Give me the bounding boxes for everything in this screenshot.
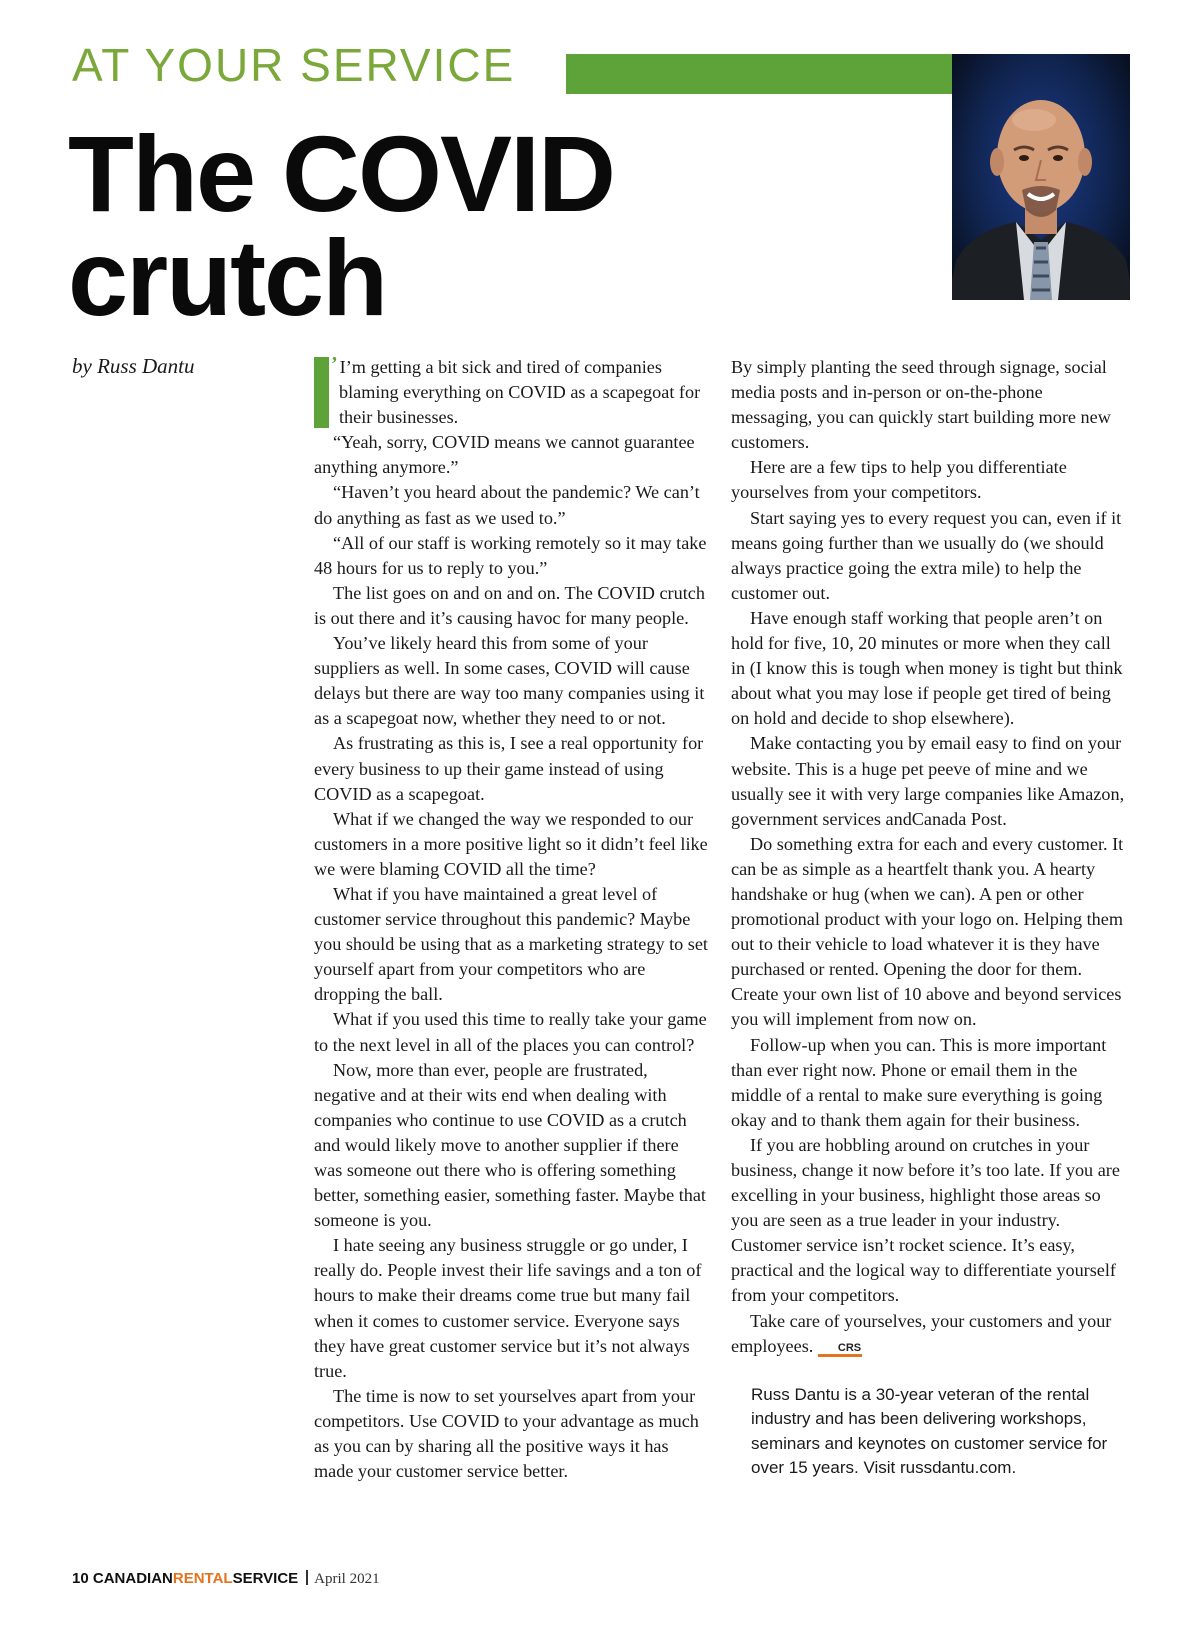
headline-line-2: crutch [68,217,387,338]
article-column-2 [731,355,1128,1481]
magazine-name-part-2: RENTAL [172,1570,233,1587]
author-bio: Russ Dantu is a 30-year veteran of the rental industry and has been delivering workshops, seminars and keynotes on customer service for over 15 years. Visit russdantu.com. [751,1384,1108,1478]
dropcap-bar [314,357,329,428]
lead-text: I’m getting a bit sick and tired of companies blaming everything on COVID as a scapegoat for their businesses. [339,357,701,428]
article-paragraph: Now, more than ever, people are frustrated, negative and at their wits end when dealing with companies who continue to use COVID as a crutch and would likely move to another supplier if there was someone out there who is offering something better, something easier, something faster. Maybe that someone is you. [314,1059,706,1231]
article-paragraph: Make contacting you by email easy to find on your website. This is a huge pet peeve of mine and we usually see it with very large companies like Amazon, government services andCanada Post. [731,733,1125,829]
article-paragraph: “All of our staff is working remotely so it may take 48 hours for us to reply to you.” [314,532,707,578]
dropcap-accent: ’ [331,353,338,375]
article-paragraph: I hate seeing any business struggle or go under, I really do. People invest their life savings and a ton of hours to make their dreams come true but many fail when it comes to customer service. Everyone says they have great customer service but it’s not always true. [314,1235,702,1381]
article-paragraph: Have enough staff working that people aren’t on hold for five, 10, 20 minutes or more when they call in (I know this is tough when money is tight but think about what you may lose if people get tired of being on hold and decide to shop elsewhere). [731,607,1123,729]
article-headline [68,113,615,338]
section-accent-bar [566,54,952,94]
issue-date: April 2021 [314,1571,380,1587]
article-paragraph: Here are a few tips to help you differentiate yourselves from your competitors. [731,457,1067,503]
magazine-name-part-3: SERVICE [232,1570,299,1587]
article-paragraph: What if you used this time to really take your game to the next level in all of the places you can control? [314,1009,707,1055]
article-paragraph: The time is now to set yourselves apart from your competitors. Use COVID to your advantage as much as you can by sharing all the positive ways it has made your customer service better. [314,1385,699,1482]
article-paragraph: Do something extra for each and every customer. It can be as simple as a heartfelt thank you. A hearty handshake or hug (when we can). A pen or other promotional product with your logo on. Helping them out to their vehicle to load whatever it is they have purchased or rented. Opening the door for them. Create your own list of 10 above and beyond services you will implement from now on. [731,833,1124,1030]
page-number: 10 [72,1570,89,1587]
magazine-name-part-1: CANADIAN [92,1570,173,1587]
section-kicker: AT YOUR SERVICE [72,39,516,91]
footer-divider [306,1570,308,1585]
final-text: Take care of yourselves, your customers and your employees. [731,1310,1112,1356]
article-paragraph: What if we changed the way we responded to our customers in a more positive light so it didn’t feel like we were blaming COVID all the time? [314,808,708,879]
article-paragraph-lead [314,355,710,430]
article-paragraph: Start saying yes to every request you can, even if it means going further than we usually do (we should always practice going the extra mile) to help the customer out. [731,507,1122,603]
article-paragraph: Follow-up when you can. This is more important than ever right now. Phone or email them in the middle of a rental to make sure everything is going okay and to thank them again for their business. [731,1034,1107,1130]
article-paragraph: If you are hobbling around on crutches in your business, change it now before it’s too late. If you are excelling in your business, highlight those areas so you are seen as a true leader in your industry. Customer service isn’t rocket science. It’s easy, practical and the logical way to differentiate yourself from your competitors. [731,1134,1120,1306]
end-mark-logo: CRS [818,1342,862,1357]
author-photo [952,54,1130,300]
byline: by Russ Dantu [72,354,195,378]
headline-line-1: The COVID [68,113,615,234]
article-paragraph: What if you have maintained a great level of customer service throughout this pandemic? Maybe you should be using that as a marketing strategy to set yourself apart from your competitors who are dropping the ball. [314,883,708,1005]
article-paragraph: The list goes on and on and on. The COVID crutch is out there and it’s causing havoc for many people. [314,582,705,628]
article-paragraph: As frustrating as this is, I see a real opportunity for every business to up their game instead of using COVID as a scapegoat. [314,733,704,804]
page-footer [72,1570,380,1588]
article-paragraph: “Yeah, sorry, COVID means we cannot guarantee anything anymore.” [314,432,695,478]
article-paragraph: By simply planting the seed through signage, social media posts and in-person or on-the-phone messaging, you can quickly start building more new customers. [731,357,1111,453]
article-paragraph-final [731,1309,1128,1359]
article-paragraph: You’ve likely heard this from some of your suppliers as well. In some cases, COVID will cause delays but there are way too many companies using it as a scapegoat now, whether they need to or not. [314,633,705,729]
article-column-1 [314,355,710,1484]
article-paragraph: “Haven’t you heard about the pandemic? We can’t do anything as fast as we used to.” [314,482,700,528]
